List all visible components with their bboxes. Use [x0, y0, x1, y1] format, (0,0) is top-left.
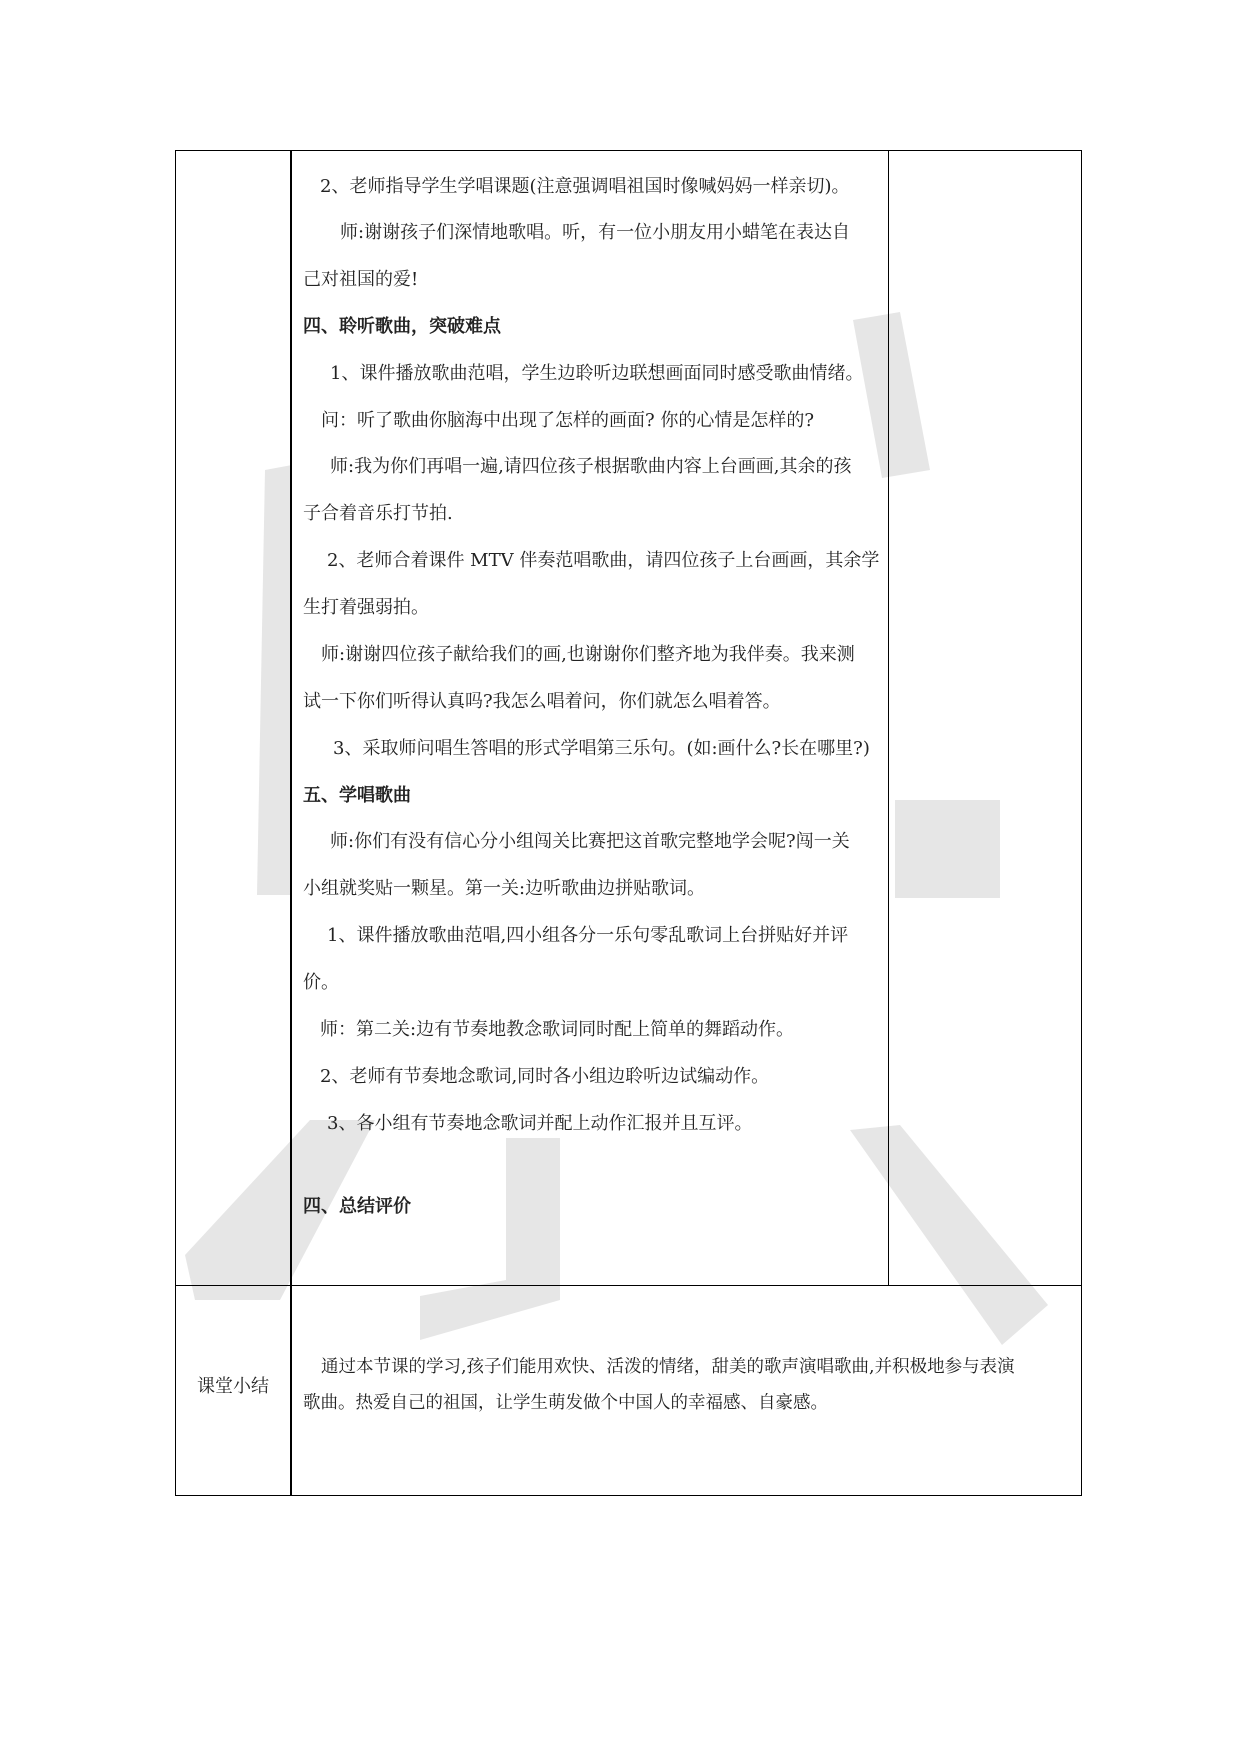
table-column-divider [290, 150, 292, 1496]
lesson-text-line: 3、各小组有节奏地念歌词并配上动作汇报并且互评。 [327, 1113, 753, 1134]
summary-text-line-2: 歌曲。热爱自己的祖国，让学生萌发做个中国人的幸福感、自豪感。 [303, 1393, 828, 1413]
lesson-text-line: 师:谢谢四位孩子献给我们的画,也谢谢你们整齐地为我伴奏。我来测 [321, 644, 855, 665]
lesson-table [175, 150, 1082, 1496]
lesson-text-line: 生打着强弱拍。 [303, 597, 429, 618]
section-heading: 四、聆听歌曲，突破难点 [303, 316, 501, 337]
lesson-text-line: 1、课件播放歌曲范唱,四小组各分一乐句零乱歌词上台拼贴好并评 [327, 925, 849, 946]
lesson-text-line: 小组就奖贴一颗星。第一关:边听歌曲边拼贴歌词。 [303, 878, 706, 899]
table-border-left [175, 150, 176, 1496]
table-border-bottom [175, 1495, 1082, 1496]
summary-text-line-1: 通过本节课的学习,孩子们能用欢快、活泼的情绪，甜美的歌声演唱歌曲,并积极地参与表演 [321, 1357, 1015, 1377]
section-heading: 五、学唱歌曲 [303, 785, 411, 806]
lesson-text-line: 试一下你们听得认真吗?我怎么唱着问，你们就怎么唱着答。 [303, 691, 781, 712]
table-border-right [1081, 150, 1082, 1496]
summary-label: 课堂小结 [197, 1376, 269, 1397]
section-heading: 四、总结评价 [303, 1196, 411, 1217]
lesson-text-line: 师:你们有没有信心分小组闯关比赛把这首歌完整地学会呢?闯一关 [330, 831, 850, 852]
lesson-text-line: 师:我为你们再唱一遍,请四位孩子根据歌曲内容上台画画,其余的孩 [330, 456, 852, 477]
lesson-text-line: 价。 [303, 972, 339, 993]
table-border-top [175, 150, 1082, 151]
lesson-text-line: 1、课件播放歌曲范唱，学生边聆听边联想画面同时感受歌曲情绪。 [330, 363, 864, 384]
lesson-text-line: 2、老师有节奏地念歌词,同时各小组边聆听边试编动作。 [320, 1066, 770, 1087]
lesson-text-line: 2、老师合着课件 MTV 伴奏范唱歌曲，请四位孩子上台画画，其余学 [327, 550, 880, 571]
lesson-text-line: 3、采取师问唱生答唱的形式学唱第三乐句。(如:画什么?长在哪里?) [333, 738, 870, 759]
lesson-text-line: 师：第二关:边有节奏地教念歌词同时配上简单的舞蹈动作。 [320, 1019, 795, 1040]
lesson-text-line: 2、老师指导学生学唱课题(注意强调唱祖国时像喊妈妈一样亲切)。 [320, 176, 850, 197]
lesson-text-line: 问：听了歌曲你脑海中出现了怎样的画面? 你的心情是怎样的? [321, 410, 815, 431]
lesson-text-line: 子合着音乐打节拍. [303, 503, 453, 524]
table-row-divider [175, 1285, 1082, 1286]
lesson-text-line: 己对祖国的爱! [303, 269, 419, 290]
table-inner-divider [888, 150, 889, 1285]
lesson-text-line: 师:谢谢孩子们深情地歌唱。听，有一位小朋友用小蜡笔在表达自 [340, 222, 851, 243]
